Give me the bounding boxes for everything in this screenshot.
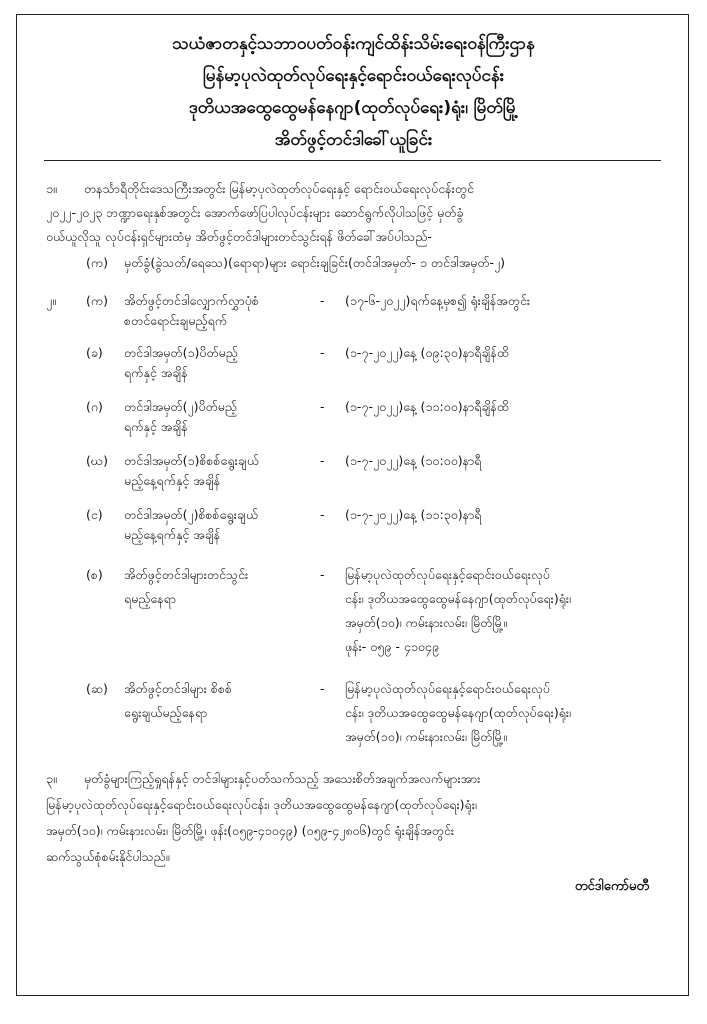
row-value: ငန်း၊ ဒုတိယအထွေထွေမန်နေဂျာ(ထုတ်လုပ်ရေး)ရုံး၊ (345, 705, 572, 720)
row-dash: - (320, 453, 325, 468)
row-value: အမှတ်(၁၀)၊ ကမ်းနားလမ်း၊ မြိတ်မြို့။ (345, 729, 508, 744)
row-label: ရမည့်နေရာ (124, 591, 176, 606)
row-value: (၁၇-၆-၂၀၂၂)ရက်နေ့မှစ၍ ရုံးချိန်အတွင်း (345, 293, 531, 308)
row-dash: - (320, 399, 325, 414)
row-value: (၁-၇-၂၀၂၂)နေ့ (၁၁:၀၀)နာရီချိန်ထိ (345, 399, 509, 414)
row-label: တင်ဒါအမှတ်(၂)ပိတ်မည့် (124, 399, 237, 414)
title-underline (44, 160, 661, 161)
section-1-number: ၁။ (46, 181, 57, 196)
row-marker: (ဂ) (86, 399, 103, 414)
row-label: တင်ဒါအမှတ်(၁)စိစစ်ရွေးချယ် (124, 453, 259, 468)
section-1-line: ၂၀၂၂-၂၀၂၃ ဘဏ္ဍာရေးနှစ်အတွင်း အောက်ဖော်ပြပါလုပ်ငန်းများ ဆောင်ရွက်လိုပါသဖြင့် မှတ်ခွံ (46, 205, 464, 220)
section-3-line: မြန်မာ့ပုလဲထုတ်လုပ်ရေးနှင့်ရောင်းဝယ်ရေးလုပ်ငန်း၊ ဒုတိယအထွေထွေမန်နေဂျာ(ထုတ်လုပ်ရေး)ရုံး၊ (46, 797, 477, 812)
section-1-item-marker: (က) (86, 255, 108, 270)
row-label: ရက်နှင့် အချိန် (124, 365, 188, 380)
section-3-number: ၃။ (46, 771, 57, 786)
section-2-number: ၂။ (46, 293, 56, 308)
row-label: အိတ်ဖွင့်တင်ဒါများ စိစစ် (124, 681, 233, 696)
section-3-line: မှတ်ခွံများကြည့်ရှုရန်နှင့် တင်ဒါများနှင့်ပတ်သက်သည့် အသေးစိတ်အချက်အလက်များအား (84, 771, 481, 786)
title-notice: အိတ်ဖွင့်တင်ဒါခေါ်ယူခြင်း (274, 130, 433, 150)
row-dash: - (320, 345, 325, 360)
row-marker: (စ) (86, 567, 103, 582)
row-dash: - (320, 681, 325, 696)
row-value: အမှတ်(၁၀)၊ ကမ်းနားလမ်း၊ မြိတ်မြို့။ (345, 615, 508, 630)
row-label: တင်ဒါအမှတ်(၂)စိစစ်ရွေးချယ် (124, 507, 259, 522)
row-value: (၁-၇-၂၀၂၂)နေ့ (၁၀:၀၀)နာရီ (345, 453, 482, 468)
row-value: ငန်း၊ ဒုတိယအထွေထွေမန်နေဂျာ(ထုတ်လုပ်ရေး)ရုံး၊ (345, 591, 572, 606)
section-1-line: ဝယ်ယူလိုသူ လုပ်ငန်းရှင်များထံမှ အိတ်ဖွင့်တင်ဒါများတင်သွင်းရန် ဖိတ်ခေါ်အပ်ပါသည်- (46, 229, 432, 244)
title-office: ဒုတိယအထွေထွေမန်နေဂျာ(ထုတ်လုပ်ရေး)ရုံး၊ မြိတ်မြို့ (188, 98, 519, 118)
row-dash: - (320, 567, 325, 582)
row-value: (၁-၇-၂၀၂၂)နေ့ (၁၁:၃၀)နာရီ (345, 507, 482, 522)
row-label: တင်ဒါအမှတ်(၁)ပိတ်မည့် (124, 345, 238, 360)
row-marker: (ဃ) (86, 453, 108, 468)
row-value: မြန်မာ့ပုလဲထုတ်လုပ်ရေးနှင့်ရောင်းဝယ်ရေးလုပ် (345, 567, 550, 582)
row-label: ရွေးချယ်မည့်နေရာ (124, 705, 208, 720)
section-3-line: ဆက်သွယ်စုံစမ်းနိုင်ပါသည်။ (46, 849, 170, 864)
row-label: မည့်နေ့ရက်နှင့် အချိန် (124, 527, 221, 542)
row-label: ရက်နှင့် အချိန် (124, 419, 188, 434)
title-enterprise: မြန်မာ့ပုလဲထုတ်လုပ်ရေးနှင့်ရောင်းဝယ်ရေးလုပ်ငန်း (202, 66, 505, 86)
row-label: အိတ်ဖွင့်တင်ဒါများတင်သွင်း (124, 567, 249, 582)
row-value: ဖုန်း- ၀၅၉ - ၄၁၀၄၉ (345, 639, 439, 654)
section-1-item-text: မှတ်ခွံ(ခွဲသတ်/ရေသေ)(ရောရာ)များ ရောင်းချခြင်း(တင်ဒါအမှတ်- ၁ တင်ဒါအမှတ်-၂) (124, 255, 506, 270)
row-dash: - (320, 293, 325, 308)
row-marker: (ဆ) (86, 681, 108, 696)
row-marker: (က) (86, 293, 108, 308)
row-label: မည့်နေ့ရက်နှင့် အချိန် (124, 473, 221, 488)
row-marker: (ခ) (86, 345, 103, 360)
row-marker: (င) (86, 507, 103, 522)
row-dash: - (320, 507, 325, 522)
row-value: မြန်မာ့ပုလဲထုတ်လုပ်ရေးနှင့်ရောင်းဝယ်ရေးလုပ် (345, 681, 550, 696)
row-label: စတင်ရောင်းချမည့်ရက် (124, 313, 227, 328)
section-1-line: တနင်္သာရီတိုင်းဒေသကြီးအတွင်း မြန်မာ့ပုလဲထုတ်လုပ်ရေးနှင့် ရောင်းဝယ်ရေးလုပ်ငန်းတွင် (84, 181, 474, 196)
row-value: (၁-၇-၂၀၂၂)နေ့ (၀၉:၃၀)နာရီချိန်ထိ (345, 345, 509, 360)
row-label: အိတ်ဖွင့်တင်ဒါလျှောက်လွှာပုံစံ (124, 293, 259, 308)
signature-committee: တင်ဒါကော်မတီ (574, 879, 649, 894)
title-ministry: သယံဇာတနှင့်သဘာဝပတ်ဝန်းကျင်ထိန်းသိမ်းရေးဝန်ကြီးဌာန (172, 34, 535, 54)
section-3-line: အမှတ်(၁၀)၊ ကမ်းနားလမ်း၊ မြိတ်မြို့၊ ဖုန်း(၀၅၉-၄၁၀၄၉) (၀၅၉-၄၂၈၀၆)တွင် ရုံးချိန်အတွင်း (46, 823, 455, 838)
